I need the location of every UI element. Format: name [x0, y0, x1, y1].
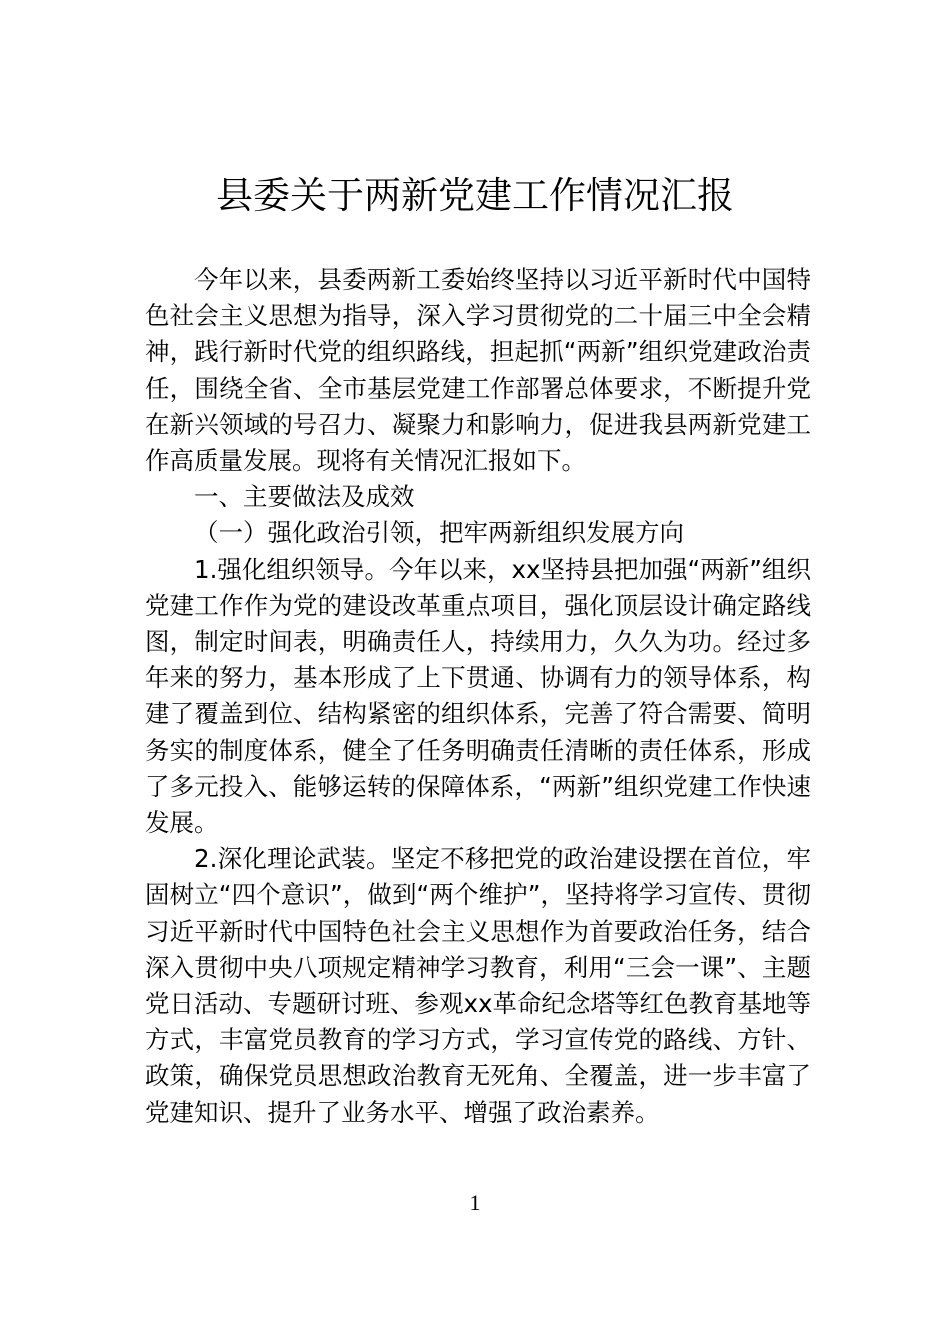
item-paragraph-2: 2.深化理论武装。坚定不移把党的政治建设摆在首位，牢固树立“四个意识”，做到“两个维护”，坚持将学习宣传、贯彻习近平新时代中国特色社会主义思想作为首要政治任务，结合深入贯彻中央八项规定精神学习教育，利用“三会一课”、主题党日活动、专题研讨班、参观xx革命纪念塔等红色教育基地等方式，丰富党员教育的学习方式，学习宣传党的路线、方针、政策，确保党员思想政治教育无死角、全覆盖，进一步丰富了党建知识、提升了业务水平、增强了政治素养。 — [145, 844, 811, 1127]
document-title: 县委关于两新党建工作情况汇报 — [216, 174, 734, 217]
subsection-heading: （一）强化政治引领，把牢两新组织发展方向 — [194, 518, 684, 548]
section-heading: 一、主要做法及成效 — [194, 482, 415, 512]
item-paragraph-1: 1.强化组织领导。今年以来，xx坚持县把加强“两新”组织党建工作作为党的建设改革重点项目，强化顶层设计确定路线图，制定时间表，明确责任人，持续用力，久久为功。经过多年来的努力，基本形成了上下贯通、协调有力的领导体系，构建了覆盖到位、结构紧密的组织体系，完善了符合需要、简明务实的制度体系，健全了任务明确责任清晰的责任体系，形成了多元投入、能够运转的保障体系，“两新”组织党建工作快速发展。 — [145, 554, 811, 838]
intro-paragraph: 今年以来，县委两新工委始终坚持以习近平新时代中国特色社会主义思想为指导，深入学习贯彻党的二十届三中全会精神，践行新时代党的组织路线，担起抓“两新”组织党建政治责任，围绕全省、全市基层党建工作部署总体要求，不断提升党在新兴领域的号召力、凝聚力和影响力，促进我县两新党建工作高质量发展。现将有关情况汇报如下。 — [145, 265, 811, 476]
page-number: 1 — [469, 1190, 481, 1215]
document-body — [145, 262, 811, 1131]
